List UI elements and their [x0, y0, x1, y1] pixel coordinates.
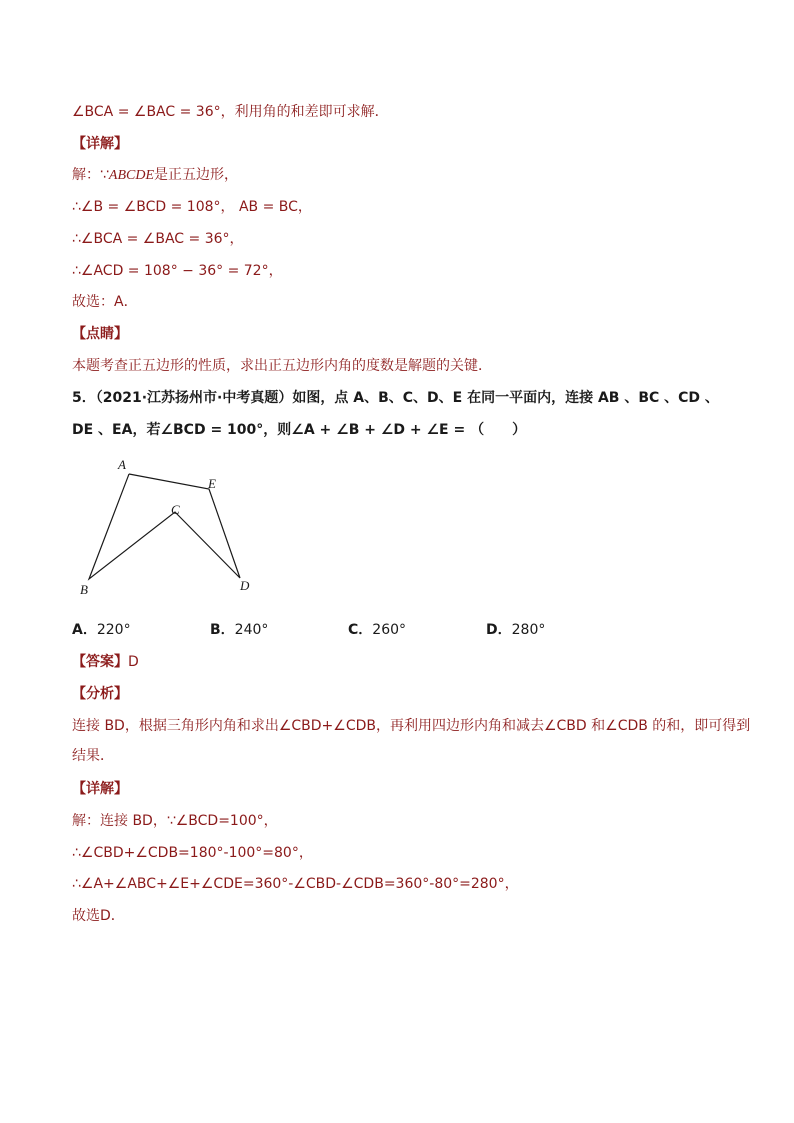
comment-heading: 【点睛】 [72, 326, 128, 342]
option-c-value: 260° [372, 622, 407, 638]
answer-step-2: ∴∠CBD+∠CDB=180°-100°=80°， [72, 845, 313, 861]
question-stem-line-2: DE 、EA，若∠BCD = 100°，则∠A + ∠B + ∠D + ∠E = （ ） [72, 422, 527, 438]
answer-step-3: ∴∠A+∠ABC+∠E+∠CDE=360°-∠CBD-∠CDB=360°-80°=280°， [72, 876, 519, 892]
solution-step-1 [72, 165, 238, 186]
option-c-letter: C． [348, 622, 373, 638]
solution-hint-line: ∠BCA = ∠BAC = 36°，利用角的和差即可求解． [72, 104, 389, 120]
answer-step-1: 解：连接 BD，∵∠BCD=100°， [72, 813, 278, 829]
analysis-line-2: 结果． [72, 748, 114, 764]
figure-outline [89, 474, 240, 579]
option-a-letter: A． [72, 622, 97, 638]
label-d: D [240, 578, 250, 593]
answer-choice: 故选D． [72, 908, 125, 924]
option-c[interactable] [348, 620, 406, 640]
question-source: （2021·江苏扬州市·中考真题） [95, 390, 293, 406]
answer-line [72, 652, 139, 672]
analysis-line-1: 连接 BD，根据三角形内角和求出∠CBD+∠CDB，再利用四边形内角和减去∠CBD 和∠CDB 的和，即可得到 [72, 718, 751, 734]
solution-step-2: ∴∠B = ∠BCD = 108°， AB = BC， [72, 199, 312, 215]
option-a-value: 220° [96, 622, 131, 638]
solution-step-4: ∴∠ACD = 108° − 36° = 72°， [72, 263, 283, 279]
label-a: A [118, 457, 126, 472]
option-b-letter: B． [210, 622, 235, 638]
option-d-value: 280° [511, 622, 546, 638]
analysis-heading: 【分析】 [72, 686, 128, 702]
detail-heading: 【详解】 [72, 136, 128, 152]
pentagon-name: ABCDE [108, 168, 155, 183]
geometry-figure [72, 452, 272, 602]
option-b[interactable] [210, 620, 268, 640]
answer-detail-heading: 【详解】 [72, 781, 128, 797]
question-number: 5． [72, 390, 96, 406]
question-stem-text: 如图，点 A、B、C、D、E 在同一平面内，连接 AB 、BC 、CD 、 [292, 390, 719, 406]
step1-suffix: 是正五边形， [154, 167, 239, 183]
option-d[interactable] [486, 620, 545, 640]
label-b: B [80, 582, 88, 597]
answer-value: D [128, 654, 139, 670]
question-stem-line-1 [72, 388, 719, 408]
label-c: C [171, 502, 180, 517]
option-d-letter: D． [486, 622, 512, 638]
option-b-value: 240° [234, 622, 269, 638]
comment-text: 本题考查正五边形的性质，求出正五边形内角的度数是解题的关键． [72, 358, 492, 374]
answer-heading: 【答案】 [72, 654, 128, 670]
step1-prefix: 解：∵ [72, 167, 109, 183]
solution-choice: 故选：A． [72, 294, 138, 310]
label-e: E [208, 476, 216, 491]
option-a[interactable] [72, 620, 131, 640]
solution-step-3: ∴∠BCA = ∠BAC = 36°， [72, 231, 244, 247]
